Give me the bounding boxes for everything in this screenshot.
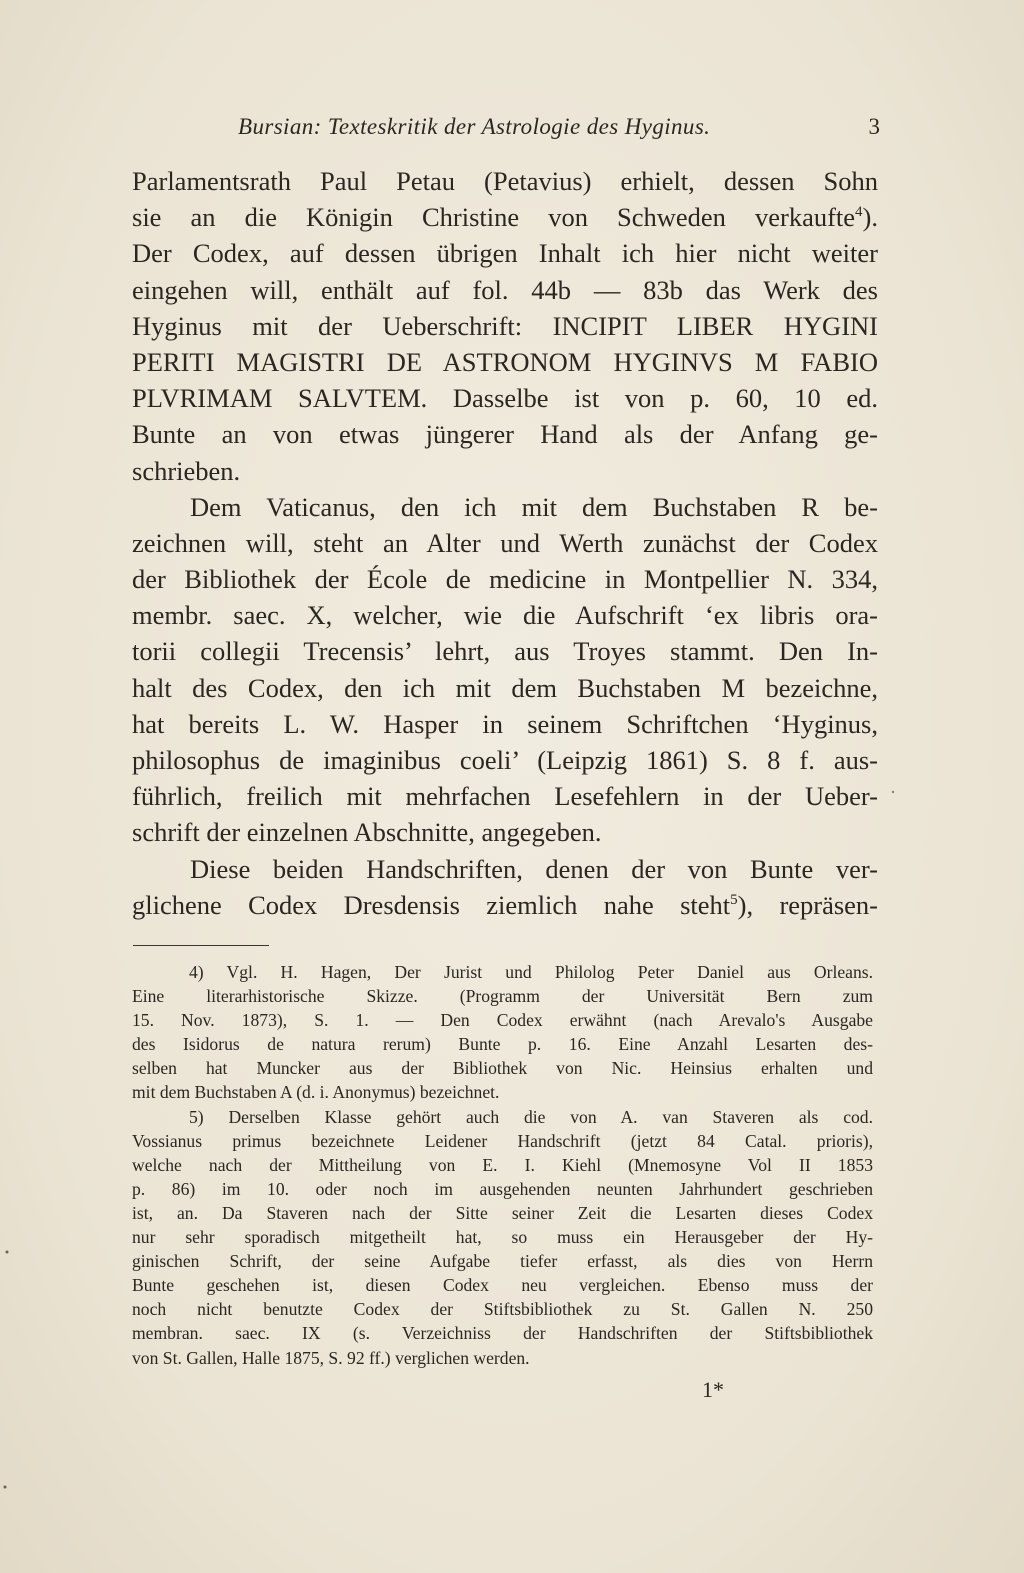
text-line: hat bereits L. W. Hasper in seinem Schriftchen ‘Hyginus, xyxy=(132,708,878,739)
footnote-line: nur sehr sporadisch mitgetheilt hat, so muss ein Herausgeber der Hy- xyxy=(132,1227,873,1248)
footnote-line: welche nach der Mittheilung von E. I. Kiehl (Mnemosyne Vol II 1853 xyxy=(132,1154,873,1175)
text-line: membr. saec. X, welcher, wie die Aufschrift ‘ex libris ora- xyxy=(132,600,878,631)
text-segment: ). xyxy=(862,202,878,233)
footnote-line: p. 86) im 10. oder noch im ausgehenden neunten Jahrhundert geschrieben xyxy=(132,1178,873,1199)
text-line: eingehen will, enthält auf fol. 44b — 83b das Werk des xyxy=(132,274,878,305)
text-line: schrieben. xyxy=(132,455,241,486)
footnote-line: 5) Derselben Klasse gehört auch die von A. van Staveren als cod. xyxy=(189,1106,873,1127)
text-line: Der Codex, auf dessen übrigen Inhalt ich hier nicht weiter xyxy=(132,238,878,269)
page-number: 3 xyxy=(868,114,880,139)
footnote-line: Eine literarhistorische Skizze. (Programm der Universität Bern zum xyxy=(132,986,873,1007)
footnote-line: selben hat Muncker aus der Bibliothek von Nic. Heinsius erhalten und xyxy=(132,1058,873,1079)
text-segment: glichene Codex Dresdensis ziemlich nahe steht xyxy=(132,889,731,920)
footnote-line: mit dem Buchstaben A (d. i. Anonymus) bezeichnet. xyxy=(132,1082,500,1103)
text-line: Bunte an von etwas jüngerer Hand als der Anfang ge- xyxy=(132,419,878,450)
text-line: halt des Codex, den ich mit dem Buchstaben M bezeichne, xyxy=(132,672,878,703)
scan-speck xyxy=(892,791,894,793)
text-line: Diese beiden Handschriften, denen der von Bunte ver- xyxy=(190,853,878,884)
text-line: führlich, freilich mit mehrfachen Lesefehlern in der Ueber- xyxy=(132,781,878,812)
footnote-line: 4) Vgl. H. Hagen, Der Jurist und Philolog Peter Daniel aus Orleans. xyxy=(189,962,873,982)
text-line: Hyginus mit der Ueberschrift: INCIPIT LIBER HYGINI xyxy=(132,310,878,341)
footnote-ref: 5 xyxy=(730,891,738,908)
footnote-line: ist, an. Da Staveren nach der Sitte seiner Zeit die Lesarten dieses Codex xyxy=(132,1202,873,1223)
text-line: philosophus de imaginibus coeli’ (Leipzig 1861) S. 8 f. aus- xyxy=(132,745,878,775)
text-line: PLVRIMAM SALVTEM. Dasselbe ist von p. 60, 10 ed. xyxy=(132,383,878,414)
footnote-line: Vossianus primus bezeichnete Leidener Handschrift (jetzt 84 Catal. prioris), xyxy=(132,1130,873,1151)
scan-speck xyxy=(4,1486,7,1489)
footnote-line: membran. saec. IX (s. Verzeichniss der Handschriften der Stiftsbibliothek xyxy=(132,1323,873,1344)
footnote-line: des Isidorus de natura rerum) Bunte p. 16. Eine Anzahl Lesarten des- xyxy=(132,1034,873,1055)
footnote-line: von St. Gallen, Halle 1875, S. 92 ff.) verglichen werden. xyxy=(132,1347,530,1368)
scan-speck xyxy=(6,1251,9,1254)
text-line: Parlamentsrath Paul Petau (Petavius) erhielt, dessen Sohn xyxy=(132,166,878,196)
text-segment: sie an die Königin Christine von Schweden verkaufte xyxy=(132,202,856,233)
running-title: Bursian: Texteskritik der Astrologie des Hyginus. xyxy=(238,114,711,139)
footnote-line: noch nicht benutzte Codex der Stiftsbibliothek zu St. Gallen N. 250 xyxy=(132,1299,873,1320)
text-line: torii collegii Trecensis’ lehrt, aus Troyes stammt. Den In- xyxy=(132,636,878,667)
footnote-line: ginischen Schrift, der seine Aufgabe tiefer erfasst, als dies von Herrn xyxy=(132,1251,873,1272)
text-segment: repräsen- xyxy=(779,889,879,920)
signature-mark: 1* xyxy=(702,1377,724,1402)
footnote-line: Bunte geschehen ist, diesen Codex neu vergleichen. Ebenso muss der xyxy=(132,1275,873,1296)
text-line: PERITI MAGISTRI DE ASTRONOM HYGINVS M FABIO xyxy=(132,346,878,377)
text-segment: ), xyxy=(737,889,754,920)
footnote-line: 15. Nov. 1873), S. 1. — Den Codex erwähnt (nach Arevalo's Ausgabe xyxy=(132,1010,873,1031)
footnote-ref: 4 xyxy=(855,204,863,221)
text-line: Dem Vaticanus, den ich mit dem Buchstaben R be- xyxy=(190,491,878,522)
text-line: der Bibliothek der École de medicine in Montpellier N. 334, xyxy=(132,564,878,595)
text-line: zeichnen will, steht an Alter und Werth zunächst der Codex xyxy=(132,527,878,558)
text-line: schrift der einzelnen Abschnitte, angegeben. xyxy=(132,817,602,848)
